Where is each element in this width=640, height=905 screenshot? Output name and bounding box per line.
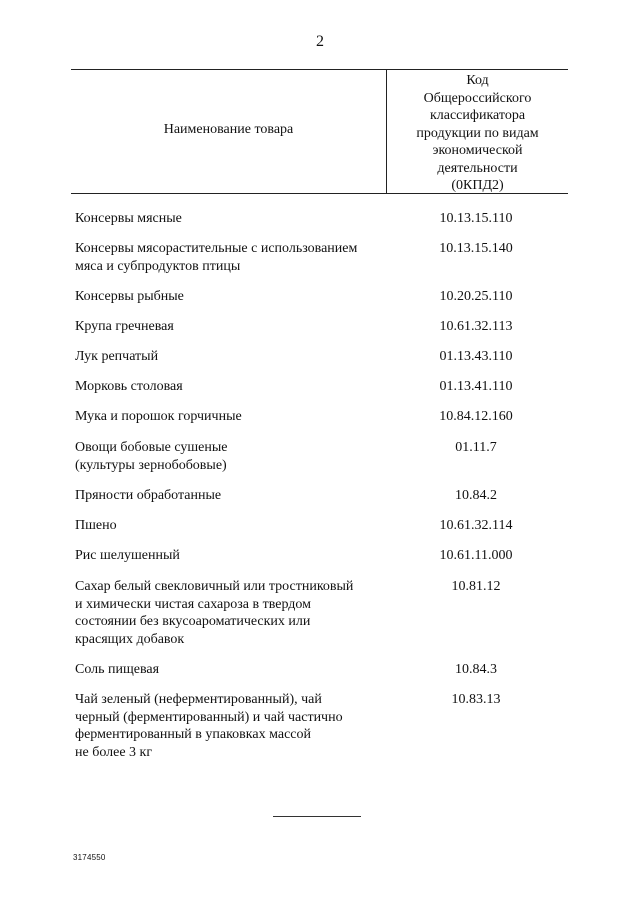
product-name-line: Пряности обработанные [75, 488, 222, 503]
header-code-line: продукции по видам [416, 125, 539, 141]
product-name-line: Лук репчатый [75, 349, 159, 364]
header-code [387, 72, 568, 195]
header-name: Наименование товара [163, 122, 294, 137]
header-code-line: Общероссийского [423, 90, 532, 106]
document-id: 3174550 [73, 853, 106, 862]
okpd2-code: 10.83.13 [451, 692, 501, 707]
product-name [75, 378, 395, 396]
product-name-line: Рис шелушенный [75, 548, 180, 563]
product-name-line: Крупа гречневая [75, 319, 174, 334]
okpd2-code: 01.11.7 [455, 440, 497, 455]
product-name [75, 348, 395, 366]
okpd2-code: 10.20.25.110 [439, 289, 513, 304]
table-header [71, 69, 568, 194]
product-name-line: и химически чистая сахароза в твердом [75, 596, 312, 612]
product-name-line: Соль пищевая [75, 662, 160, 677]
product-name [75, 661, 395, 679]
okpd2-code: 10.81.12 [451, 579, 501, 594]
product-name [75, 210, 395, 228]
product-name [75, 691, 395, 761]
product-name-line: Чай зеленый (неферментированный), чай [75, 692, 322, 707]
header-code-line: экономической [432, 143, 523, 158]
product-name-line: состоянии без вкусоароматических или [75, 614, 311, 629]
okpd2-code: 10.61.32.113 [439, 319, 513, 334]
product-name [75, 288, 395, 306]
product-name-line: Мука и порошок горчичные [75, 409, 242, 424]
product-name [75, 517, 395, 535]
footer-rule [273, 816, 361, 817]
product-name-line: мяса и субпродуктов птицы [75, 258, 241, 274]
page-number: 2 [316, 33, 324, 50]
header-code-line: классификатора [429, 108, 526, 123]
product-name-line: не более 3 кг [75, 744, 153, 760]
okpd2-code: 10.13.15.140 [439, 241, 513, 256]
product-name [75, 240, 395, 275]
product-name [75, 318, 395, 336]
product-name-line: ферментированный в упаковках массой [75, 727, 311, 742]
okpd2-code: 10.61.11.000 [439, 548, 513, 563]
okpd2-code: 01.13.43.110 [439, 349, 513, 364]
okpd2-code: 10.84.2 [455, 488, 497, 503]
product-name-line: Консервы мясорастительные с использованием [75, 241, 358, 256]
product-name-line: Консервы рыбные [75, 289, 184, 304]
goods-table [71, 69, 568, 194]
product-name-line: Консервы мясные [75, 211, 182, 226]
product-name-line: Пшено [75, 518, 117, 533]
okpd2-code: 10.84.12.160 [439, 409, 513, 424]
okpd2-code: 10.13.15.110 [439, 211, 513, 226]
product-name-line: черный (ферментированный) и чай частично [75, 709, 343, 725]
okpd2-code: 01.13.41.110 [439, 379, 513, 394]
header-code-line: деятельности [437, 160, 518, 176]
product-name-line: красящих добавок [75, 631, 185, 647]
product-name-line: Сахар белый свекловичный или тростниковый [75, 579, 354, 594]
product-name [75, 487, 395, 505]
header-code-line: (0КПД2) [451, 178, 504, 193]
okpd2-code: 10.84.3 [455, 662, 497, 677]
product-name [75, 578, 395, 648]
product-name-line: Морковь столовая [75, 379, 183, 394]
product-name-line: Овощи бобовые сушеные [75, 440, 228, 455]
product-name [75, 408, 395, 426]
okpd2-code: 10.61.32.114 [439, 518, 513, 533]
product-name [75, 439, 395, 474]
header-code-line: Код [466, 73, 489, 88]
product-name [75, 547, 395, 565]
product-name-line: (культуры зернобобовые) [75, 457, 227, 473]
